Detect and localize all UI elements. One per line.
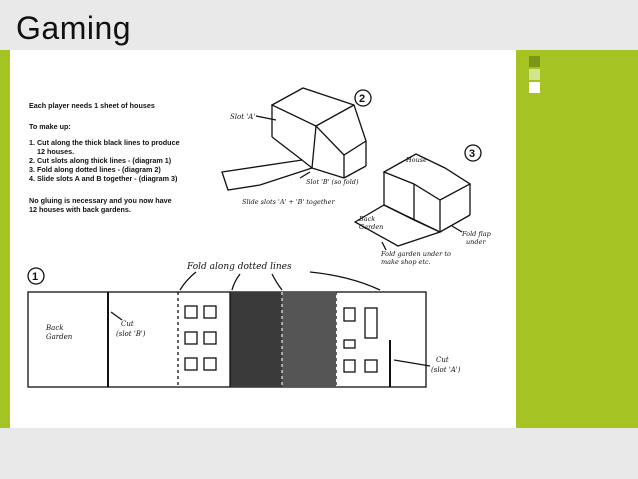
cut-a-arrow [394,360,430,366]
fold-arrow [232,274,240,290]
window [185,306,197,318]
diagram-2-edge [312,126,316,168]
diagram-2 [222,88,371,206]
step-2: 2. Cut slots along thick lines - (diagram 1) [29,156,172,165]
fold-arrow [310,272,380,290]
fold-arrow [272,274,282,290]
diagram-2-edge [312,168,344,178]
diagram-3-fold-flap: Fold flap [462,230,491,238]
diagram-1-slot-a: (slot 'A') [431,366,461,374]
roof-panel [282,292,336,387]
diagram-3-shop-2: make shop etc. [381,258,431,266]
slide-title: Gaming [16,10,132,46]
diagram-3 [355,145,492,266]
diagram-2-garden [222,160,312,190]
instructions-block [29,101,180,214]
slide-content-area [10,50,516,428]
diagram-2-slot-a: Slot 'A' [230,113,256,121]
diagram-2-roof [272,88,366,155]
window [185,332,197,344]
diagram-3-back: Back [359,215,376,223]
deco-square-dark [529,56,540,67]
diagram-3-house: House [406,156,427,164]
diagram-2-slot-b: Slot 'B' (so fold) [306,178,359,186]
window [365,360,377,372]
diagram-1-cut-b: Cut [121,320,134,328]
house-sheet [28,292,426,387]
fold-arrow [180,272,196,290]
diagram-3-under: under [466,238,486,246]
make-up-label: To make up: [29,122,71,131]
diagram-1-garden: Garden [46,333,73,341]
title-bar [0,0,638,50]
diagram-3-roof [384,154,470,200]
diagram-2-edge [344,166,366,178]
window [204,332,216,344]
diagram-1 [28,262,461,387]
window [344,360,355,372]
diagram-3-garden-label: Garden [359,223,384,231]
window [204,306,216,318]
diagram-1-back: Back [46,324,64,332]
window [185,358,197,370]
step-3: 3. Fold along dotted lines - (diagram 2) [29,165,161,174]
diagram-2-number: 2 [359,93,366,105]
diagram-1-slot-b: (slot 'B') [116,330,146,338]
diagram-1-cut-a: Cut [436,356,449,364]
step-1-cont: 12 houses. [37,147,75,156]
window [204,358,216,370]
step-4: 4. Slide slots A and B together - (diagram 3) [29,174,178,183]
note-line-1: No gluing is necessary and you now have [29,196,172,205]
cut-b-arrow [111,312,122,320]
instructions-heading: Each player needs 1 sheet of houses [29,101,155,110]
deco-square-white [529,82,540,93]
diagram-1-fold-label: Fold along dotted lines [187,262,292,272]
window [344,340,355,348]
note-line-2: 12 houses with back gardens. [29,205,131,214]
diagram-3-arrow [452,226,462,232]
diagram-3-shop-1: Fold garden under to [381,250,451,258]
diagram-2-caption: Slide slots 'A' + 'B' together [242,198,335,206]
door [365,308,377,338]
diagram-2-edge [316,105,354,126]
diagram-2-edge [272,137,302,160]
diagram-3-arrow [382,242,386,250]
step-1: 1. Cut along the thick black lines to produce [29,138,180,147]
deco-square-light [529,69,540,80]
roof-panel [230,292,282,387]
footer-band [0,428,638,479]
diagram-3-number: 3 [469,148,476,160]
instruction-figure [10,50,516,428]
diagram-1-number: 1 [32,271,39,283]
diagram-2-arrow [256,116,276,120]
window [344,308,355,321]
